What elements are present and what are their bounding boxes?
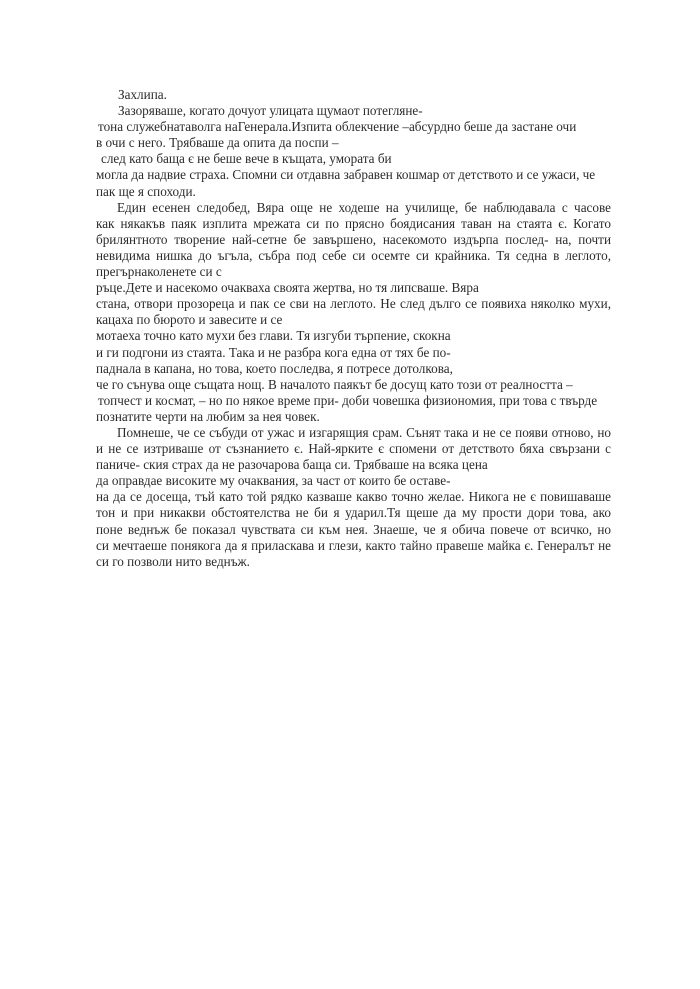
text-line: как някакъв паяк изплита мрежата си по прясно боядисания таван на стаята є. Когато [96, 215, 611, 231]
text-line: след като баща є не беше вече в къщата, умората би [101, 151, 392, 167]
text-line: топчест и космат, – но по някое време при- доби човешка физиономия, при това с твърде [98, 392, 598, 408]
text-line: невидима нишка до ъгъла, събра под себе си осемте си крайника. Тя седна в леглото, [96, 247, 611, 263]
text-line: познатите черти на любим за нея човек. [96, 408, 320, 424]
text-line: Един есенен следобед, Вяра още не ходеше на училище, бе наблюдавала с часове [117, 199, 611, 215]
text-line: пак ще я споходи. [96, 183, 196, 199]
text-line: поне веднъж бе показал чувствата си към нея. Знаеше, че я обича повече от всичко, но [96, 521, 611, 537]
text-line: в очи с него. Трябваше да опита да поспи – [96, 135, 339, 151]
text-line: ръце.Дете и насекомо очакваха своята жертва, но тя липсваше. Вяра [96, 280, 479, 296]
text-line: Зазоряваше, когато дочуот улицата щумаот потегляне- [118, 103, 423, 119]
text-line: могла да надвие страха. Спомни си отдавна забравен кошмар от детството и се ужаси, че [96, 167, 596, 183]
text-line: стана, отвори прозореца и пак се сви на леглото. Не след дълго се появиха няколко мухи, [96, 296, 611, 312]
text-line: и не се изтриваше от съзнанието є. Най-ярките є спомени от детството бяха свързани с [96, 441, 611, 457]
text-line: Захлипа. [118, 87, 167, 102]
text-line: мотаеха точно като мухи без глави. Тя изгуби търпение, скокна [96, 328, 451, 344]
text-line: кацаха по бюрото и завесите и се [96, 312, 283, 328]
text-line: тон и при никакви обстоятелства не би я ударил.Тя щеше да му прости дори това, ако [96, 505, 611, 521]
text-line: да оправдае високите му очаквания, за част от които бе оставе- [96, 473, 451, 489]
body-text [96, 87, 611, 570]
text-line: брилянтното творение най-сетне бе завършено, насекомото издърпа послед- на, почти [96, 231, 611, 247]
text-line: тона служебнатаволга наГенерала.Изпита облекчение –абсурдно беше да застане очи [98, 119, 577, 135]
text-line: че го сънува още същата нощ. В началото паякът бе досущ като този от реалността – [96, 376, 573, 392]
text-line: и ги подгони из стаята. Така и не разбра кога една от тях бе по- [96, 344, 451, 360]
text-line: Помнеше, че се събуди от ужас и изгарящия срам. Сънят така и не се появи отново, но [117, 424, 611, 440]
text-line: на да се досеща, тъй като той рядко казваше какво точно желае. Никога не є повишаваше [96, 489, 611, 505]
text-line: паниче- ския страх да не разочарова баща си. Трябваше на всяка цена [96, 457, 488, 473]
text-line: прегърнаколенете си с [96, 264, 222, 280]
text-line: си го позволи нито веднъж. [96, 553, 250, 569]
text-line: си мечтаеше понякога да я приласкава и глези, както тайно правеше майка є. Генералът не [96, 537, 611, 553]
text-line: паднала в капана, но това, което последва, я потресе дотолкова, [96, 360, 453, 376]
